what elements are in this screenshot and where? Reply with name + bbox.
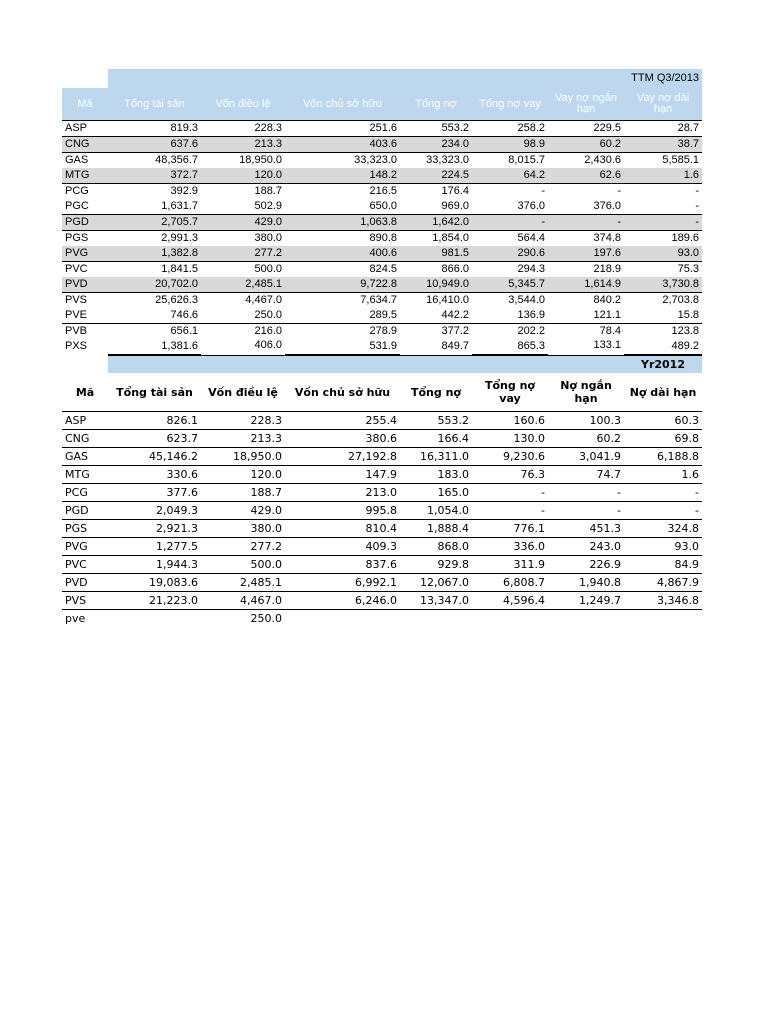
data-cell: 3,041.9 xyxy=(548,448,624,466)
data-cell: 1,841.5 xyxy=(161,263,198,275)
yr2012-row xyxy=(62,592,702,610)
data-cell: 130.0 xyxy=(472,430,548,448)
header-cell: Mã xyxy=(62,88,108,121)
data-cell: - xyxy=(695,185,700,197)
ttm-row xyxy=(62,308,702,324)
ttm-row xyxy=(62,199,702,215)
data-cell: 98.9 xyxy=(472,137,548,153)
data-cell: 837.6 xyxy=(285,556,400,574)
data-cell: 746.6 xyxy=(108,308,201,324)
data-cell: 9,230.6 xyxy=(472,448,548,466)
row-code: ASP xyxy=(62,412,108,430)
header-cell: Tổng nợ xyxy=(400,88,472,121)
data-cell: 33,323.0 xyxy=(354,154,397,166)
ttm-title: TTM Q3/2013 xyxy=(108,69,702,88)
row-code: PGC xyxy=(62,199,108,215)
data-cell: 5,345.7 xyxy=(472,277,548,293)
data-cell: 16,410.0 xyxy=(426,294,469,306)
data-cell xyxy=(624,610,702,628)
data-cell: 38.7 xyxy=(624,137,702,153)
data-cell: 224.5 xyxy=(400,168,472,184)
data-cell: 3,544.0 xyxy=(508,294,545,306)
data-cell: 1,063.8 xyxy=(285,215,400,231)
data-cell: - xyxy=(548,502,624,520)
data-cell: 74.7 xyxy=(548,466,624,484)
row-code: PVS xyxy=(62,592,108,610)
data-cell: 8,015.7 xyxy=(508,154,545,166)
yr2012-row xyxy=(62,502,702,520)
data-cell: 294.3 xyxy=(517,263,545,275)
data-cell: 376.0 xyxy=(472,199,548,215)
data-cell: 189.6 xyxy=(671,232,700,244)
row-code: PGD xyxy=(62,502,108,520)
row-code: PVC xyxy=(62,556,108,574)
data-cell: - xyxy=(624,215,702,231)
data-cell: 1.6 xyxy=(624,168,702,184)
ttm-row xyxy=(62,339,702,355)
data-cell: 429.0 xyxy=(201,502,285,520)
row-code: PCG xyxy=(62,484,108,502)
data-cell: 868.0 xyxy=(400,538,472,556)
data-cell: 1,631.7 xyxy=(108,199,201,215)
data-cell: 489.2 xyxy=(624,339,702,355)
data-cell: 202.2 xyxy=(517,325,545,337)
data-cell: 183.0 xyxy=(400,466,472,484)
data-cell: 1.6 xyxy=(624,466,702,484)
data-cell: 100.3 xyxy=(548,412,624,430)
data-cell: 60.2 xyxy=(548,430,624,448)
data-cell: 18,950.0 xyxy=(201,448,285,466)
data-cell: 890.8 xyxy=(369,232,397,244)
ttm-title-band xyxy=(62,69,702,88)
data-cell: 374.8 xyxy=(593,232,621,244)
data-cell: 330.6 xyxy=(108,466,201,484)
data-cell xyxy=(400,610,472,628)
yr2012-table xyxy=(62,373,702,627)
data-cell: 564.4 xyxy=(517,232,545,244)
data-cell: 2,485.1 xyxy=(201,277,285,293)
ttm-row xyxy=(62,121,702,137)
data-cell: 6,992.1 xyxy=(285,574,400,592)
data-cell: 69.8 xyxy=(624,430,702,448)
data-cell: - xyxy=(472,484,548,502)
data-cell: 147.9 xyxy=(285,466,400,484)
data-cell: 1,642.0 xyxy=(400,215,472,231)
data-cell: 120.0 xyxy=(201,168,285,184)
data-cell: 392.9 xyxy=(170,185,198,197)
header-cell: Nợ ngắn hạn xyxy=(548,373,624,412)
header-cell: Vốn chủ sở hữu xyxy=(285,373,400,412)
yr2012-row xyxy=(62,538,702,556)
row-code: pve xyxy=(65,612,86,625)
data-cell: - xyxy=(548,484,624,502)
data-cell: 380.0 xyxy=(254,232,282,244)
yr2012-row xyxy=(62,430,702,448)
data-cell: 553.2 xyxy=(400,121,472,137)
data-cell: 810.4 xyxy=(285,520,400,538)
ttm-header-row xyxy=(62,88,702,121)
header-cell: Tổng tài sản xyxy=(108,373,201,412)
data-cell: - xyxy=(472,502,548,520)
row-code: CNG xyxy=(62,430,108,448)
spreadsheet xyxy=(62,69,702,627)
data-cell: 776.1 xyxy=(472,520,548,538)
data-cell: 6,188.8 xyxy=(624,448,702,466)
yr2012-row xyxy=(62,610,702,628)
data-cell: 33,323.0 xyxy=(426,154,469,166)
row-code: MTG xyxy=(62,168,108,184)
data-cell: 188.7 xyxy=(254,185,282,197)
data-cell xyxy=(108,610,201,628)
header-cell: Mã xyxy=(62,373,108,412)
data-cell: 251.6 xyxy=(285,121,400,137)
ttm-row xyxy=(62,231,702,247)
data-cell: 1,381.6 xyxy=(108,339,201,355)
data-cell: 531.9 xyxy=(285,339,400,355)
data-cell: 7,634.7 xyxy=(360,294,397,306)
data-cell: 27,192.8 xyxy=(285,448,400,466)
data-cell: 250.0 xyxy=(250,612,282,625)
ttm-row xyxy=(62,184,702,200)
yr2012-row xyxy=(62,466,702,484)
header-cell: Vốn điều lệ xyxy=(201,88,285,121)
data-cell: 6,246.0 xyxy=(285,592,400,610)
yr2012-row xyxy=(62,412,702,430)
data-cell: 45,146.2 xyxy=(108,448,201,466)
data-cell: 160.6 xyxy=(472,412,548,430)
yr2012-title: Yr2012 xyxy=(624,356,702,374)
data-cell: 93.0 xyxy=(624,538,702,556)
data-cell: 289.5 xyxy=(285,308,400,324)
row-code: CNG xyxy=(62,137,108,153)
data-cell: 377.2 xyxy=(441,325,469,337)
data-cell: 136.9 xyxy=(472,308,548,324)
data-cell: 2,705.7 xyxy=(108,215,201,231)
data-cell: 500.0 xyxy=(254,263,282,275)
data-cell: 1,614.9 xyxy=(548,277,624,293)
row-code: PGS xyxy=(65,232,89,244)
data-cell: 650.0 xyxy=(285,199,400,215)
header-cell: Tổng tài sản xyxy=(108,88,201,121)
data-cell: 3,730.8 xyxy=(624,277,702,293)
header-cell: Vay nợ ngắn hạn xyxy=(548,88,624,121)
data-cell: 865.3 xyxy=(472,339,548,355)
data-cell: 18,950.0 xyxy=(239,154,282,166)
ttm-row xyxy=(62,215,702,231)
data-cell: 165.0 xyxy=(400,484,472,502)
data-cell: 403.6 xyxy=(285,137,400,153)
row-code: PVS xyxy=(65,294,88,306)
data-cell: 277.2 xyxy=(201,538,285,556)
yr2012-row xyxy=(62,484,702,502)
data-cell: 255.4 xyxy=(285,412,400,430)
data-cell: 1,249.7 xyxy=(548,592,624,610)
header-cell: Tổng nợ vay xyxy=(472,88,548,121)
data-cell: 553.2 xyxy=(400,412,472,430)
data-cell: 981.5 xyxy=(400,246,472,262)
data-cell: 2,430.6 xyxy=(584,154,621,166)
data-cell: 120.0 xyxy=(201,466,285,484)
data-cell: 2,049.3 xyxy=(108,502,201,520)
data-cell: 10,949.0 xyxy=(400,277,472,293)
row-code: GAS xyxy=(65,154,89,166)
data-cell: 380.0 xyxy=(201,520,285,538)
data-cell: 243.0 xyxy=(548,538,624,556)
data-cell: 60.3 xyxy=(624,412,702,430)
data-cell: 277.2 xyxy=(201,246,285,262)
data-cell: 500.0 xyxy=(201,556,285,574)
data-cell: 84.9 xyxy=(624,556,702,574)
data-cell: 824.5 xyxy=(369,263,397,275)
data-cell: 133.1 xyxy=(593,339,621,351)
row-code: MTG xyxy=(62,466,108,484)
data-cell: 623.7 xyxy=(108,430,201,448)
row-code: PXS xyxy=(65,340,88,353)
data-cell: 48,356.7 xyxy=(155,154,198,166)
data-cell: 656.1 xyxy=(170,325,198,337)
ttm-row xyxy=(62,153,702,169)
row-code: PCG xyxy=(65,185,89,197)
header-cell: Tổng nợ vay xyxy=(472,373,548,412)
data-cell: 5,585.1 xyxy=(662,154,700,166)
header-cell: Vốn điều lệ xyxy=(201,373,285,412)
ttm-table xyxy=(62,69,702,355)
data-cell: 995.8 xyxy=(285,502,400,520)
data-cell: 376.0 xyxy=(548,199,624,215)
data-cell: 258.2 xyxy=(472,121,548,137)
data-cell: 121.1 xyxy=(548,308,624,324)
data-cell: 28.7 xyxy=(624,121,702,137)
data-cell: 229.5 xyxy=(548,121,624,137)
data-cell: 6,808.7 xyxy=(472,574,548,592)
data-cell: 218.9 xyxy=(593,263,621,275)
header-cell: Nợ dài hạn xyxy=(624,373,702,412)
ttm-row xyxy=(62,137,702,153)
row-code: GAS xyxy=(62,448,108,466)
data-cell: 826.1 xyxy=(108,412,201,430)
header-cell: Vay nợ dài hạn xyxy=(624,88,702,121)
data-cell: - xyxy=(548,215,624,231)
row-code: PGD xyxy=(62,215,108,231)
data-cell: 377.6 xyxy=(108,484,201,502)
data-cell: 400.6 xyxy=(285,246,400,262)
data-cell: 20,702.0 xyxy=(108,277,201,293)
row-code: PVG xyxy=(62,246,108,262)
data-cell: 15.8 xyxy=(624,308,702,324)
data-cell: 123.8 xyxy=(671,325,700,337)
data-cell: 4,867.9 xyxy=(624,574,702,592)
data-cell: 429.0 xyxy=(201,215,285,231)
data-cell: 19,083.6 xyxy=(108,574,201,592)
data-cell: - xyxy=(541,185,545,197)
data-cell: 324.8 xyxy=(624,520,702,538)
row-code: PVD xyxy=(62,277,108,293)
yr2012-header-row xyxy=(62,373,702,412)
data-cell: 16,311.0 xyxy=(400,448,472,466)
data-cell: - xyxy=(624,199,702,215)
data-cell: 290.6 xyxy=(472,246,548,262)
data-cell: 234.0 xyxy=(400,137,472,153)
data-cell xyxy=(472,610,548,628)
row-code: PVB xyxy=(65,325,88,337)
data-cell: 372.7 xyxy=(108,168,201,184)
data-cell: 819.3 xyxy=(108,121,201,137)
data-cell: 4,467.0 xyxy=(245,294,282,306)
ttm-row xyxy=(62,168,702,184)
data-cell: 3,346.8 xyxy=(624,592,702,610)
data-cell: 1,054.0 xyxy=(400,502,472,520)
data-cell: 60.2 xyxy=(548,137,624,153)
data-cell xyxy=(548,610,624,628)
data-cell: 311.9 xyxy=(472,556,548,574)
data-cell: 228.3 xyxy=(201,121,285,137)
yr2012-row xyxy=(62,556,702,574)
data-cell xyxy=(285,610,400,628)
data-cell: 1,277.5 xyxy=(108,538,201,556)
row-code: PVD xyxy=(62,574,108,592)
header-cell: Vốn chủ sở hữu xyxy=(285,88,400,121)
data-cell: 406.0 xyxy=(254,339,282,351)
data-cell: 4,596.4 xyxy=(472,592,548,610)
data-cell: 197.6 xyxy=(548,246,624,262)
data-cell: 278.9 xyxy=(369,325,397,337)
data-cell: 336.0 xyxy=(472,538,548,556)
data-cell: 176.4 xyxy=(441,185,469,197)
data-cell: 75.3 xyxy=(677,263,700,275)
data-cell: 4,467.0 xyxy=(201,592,285,610)
data-cell: 2,703.8 xyxy=(662,294,700,306)
data-cell: 502.9 xyxy=(201,199,285,215)
data-cell: 25,626.3 xyxy=(155,294,198,306)
data-cell: 637.6 xyxy=(108,137,201,153)
ttm-row xyxy=(62,262,702,278)
data-cell: 849.7 xyxy=(441,340,469,353)
data-cell: 1,888.4 xyxy=(400,520,472,538)
data-cell: - xyxy=(617,185,621,197)
data-cell: 1,940.8 xyxy=(548,574,624,592)
data-cell: 929.8 xyxy=(400,556,472,574)
data-cell: 226.9 xyxy=(548,556,624,574)
data-cell: 969.0 xyxy=(400,199,472,215)
data-cell: 9,722.8 xyxy=(285,277,400,293)
data-cell: 442.2 xyxy=(400,308,472,324)
yr2012-row xyxy=(62,574,702,592)
data-cell: 840.2 xyxy=(593,294,621,306)
yr2012-row xyxy=(62,448,702,466)
data-cell: 2,485.1 xyxy=(201,574,285,592)
data-cell: - xyxy=(624,502,702,520)
data-cell: 64.2 xyxy=(472,168,548,184)
data-cell: 213.0 xyxy=(285,484,400,502)
data-cell: 13,347.0 xyxy=(400,592,472,610)
row-code: PVG xyxy=(62,538,108,556)
data-cell: 1,944.3 xyxy=(108,556,201,574)
yr2012-title-band xyxy=(62,355,702,373)
yr2012-row xyxy=(62,520,702,538)
row-code: PVC xyxy=(65,263,88,275)
ttm-row xyxy=(62,277,702,293)
data-cell: 451.3 xyxy=(548,520,624,538)
data-cell: 216.5 xyxy=(369,185,397,197)
data-cell: 216.0 xyxy=(254,325,282,337)
ttm-row xyxy=(62,293,702,309)
header-cell: Tổng nợ xyxy=(400,373,472,412)
ttm-row xyxy=(62,246,702,262)
data-cell: 148.2 xyxy=(285,168,400,184)
data-cell: - xyxy=(472,215,548,231)
data-cell: 250.0 xyxy=(201,308,285,324)
data-cell: 228.3 xyxy=(201,412,285,430)
data-cell: 409.3 xyxy=(285,538,400,556)
data-cell: 21,223.0 xyxy=(108,592,201,610)
data-cell: 76.3 xyxy=(472,466,548,484)
data-cell: 213.3 xyxy=(201,430,285,448)
data-cell: 78.4 xyxy=(599,325,621,337)
data-cell: - xyxy=(624,484,702,502)
data-cell: 213.3 xyxy=(201,137,285,153)
row-code: ASP xyxy=(62,121,108,137)
data-cell: 380.6 xyxy=(285,430,400,448)
data-cell: 62.6 xyxy=(548,168,624,184)
row-code: PVE xyxy=(62,308,108,324)
data-cell: 188.7 xyxy=(201,484,285,502)
data-cell: 1,854.0 xyxy=(432,232,469,244)
data-cell: 93.0 xyxy=(624,246,702,262)
ttm-row xyxy=(62,324,702,340)
data-cell: 1,382.8 xyxy=(108,246,201,262)
data-cell: 12,067.0 xyxy=(400,574,472,592)
data-cell: 2,921.3 xyxy=(108,520,201,538)
data-cell: 166.4 xyxy=(400,430,472,448)
data-cell: 2,991.3 xyxy=(161,232,198,244)
data-cell: 866.0 xyxy=(441,263,469,275)
row-code: PGS xyxy=(62,520,108,538)
